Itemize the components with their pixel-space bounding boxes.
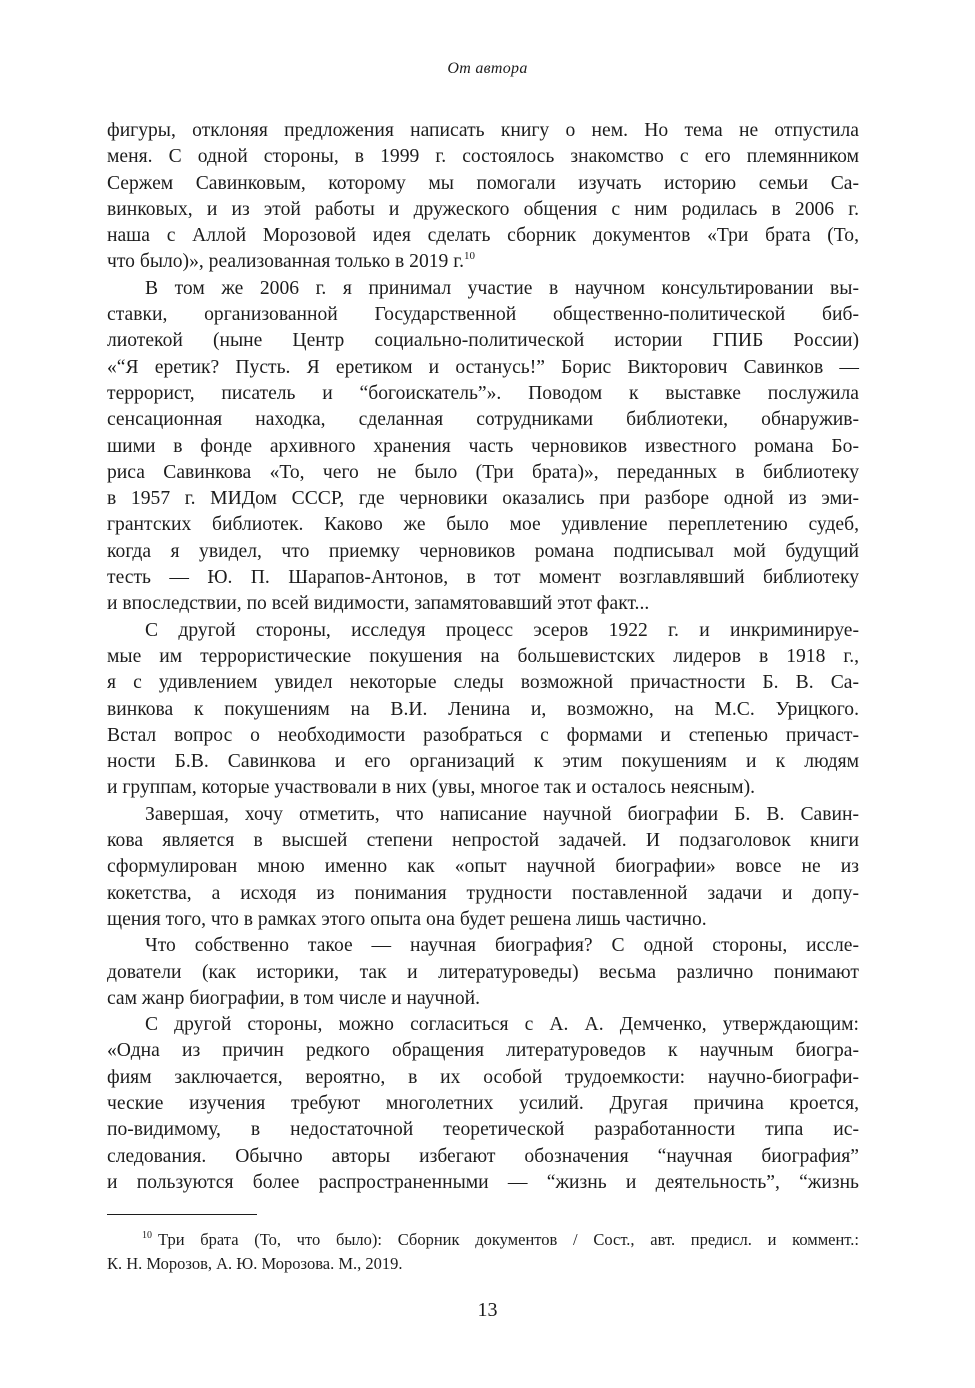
text-line: Встал вопрос о необходимости разобраться с формами и степенью причаст- [107, 724, 859, 746]
text-line: «“Я еретик? Пусть. Я еретиком и останусь!” Борис Викторович Савинков — [107, 356, 859, 378]
text-line: винкова к покушениям на В.И. Ленина и, возможно, на М.С. Урицкого. [107, 698, 859, 720]
text-line: и впоследствии, по всей видимости, запамятовавший этот факт... [107, 593, 650, 615]
text-line: сам жанр биографии, в том числе и научной. [107, 987, 481, 1009]
footnote-marker: 10 [142, 1230, 152, 1241]
running-head: От автора [447, 60, 528, 77]
text-line: грантских библиотек. Каково же было мое удивление переплетению судеб, [107, 514, 859, 536]
footnotes [107, 1228, 859, 1276]
footnote-text: Три брата (То, что было): Сборник документов / Сост., авт. предисл. и коммент.: [158, 1230, 859, 1249]
paragraph-start: С другой стороны, можно согласиться с А. А. Демченко, утверждающим: [145, 1014, 859, 1036]
text-line: сформулирован мною именно как «опыт научной биографии» вовсе не из [107, 856, 859, 878]
text-line: кова является в высшей степени непростой задачей. И подзаголовок книги [107, 830, 859, 852]
page-number: 13 [477, 1299, 498, 1321]
text-line: когда я увидел, что приемку черновиков романа подписывал мой будущий [107, 540, 859, 562]
footnote-line: К. Н. Морозов, А. Ю. Морозова. М., 2019. [107, 1254, 403, 1273]
text-line: и пользуются более распространенными — “жизнь и деятельность”, “жизнь [107, 1171, 859, 1193]
footnote-line [107, 1228, 859, 1252]
text-line: дователи (как историки, так и литературоведы) весьма различно понимают [107, 961, 859, 983]
footnote-reference[interactable]: 10 [463, 250, 475, 263]
text-line-content: что было)», реализованная только в 2019 г. [107, 251, 464, 273]
text-line: ности Б.В. Савинкова и его организаций к этим покушениям и к людям [107, 751, 859, 773]
text-line: сенсационная находка, сделанная сотрудниками библиотеки, обнаружив- [107, 409, 859, 431]
body-text [107, 118, 859, 1196]
text-line: ставки, организованной Государственной общественно-политической биб- [107, 304, 859, 326]
text-line: ческие изучения требуют многолетних усилий. Другая причина кроется, [107, 1092, 859, 1114]
text-line: винковых, и из этой работы и дружеского общения с ним родилась в 2006 г. [107, 198, 859, 220]
text-line: риса Савинкова «То, чего не было (Три брата)», переданных в библиотеку [107, 461, 859, 483]
text-line: кокетства, а исходя из понимания трудности поставленной задачи и допу- [107, 882, 859, 904]
text-line: Сержем Савинковым, которому мы помогали изучать историю семьи Са- [107, 172, 859, 194]
text-line: следования. Обычно авторы избегают обозначения “научная биография” [107, 1145, 859, 1167]
text-line [107, 249, 859, 275]
paragraph-start: Завершая, хочу отметить, что написание научной биографии Б. В. Савин- [145, 803, 859, 825]
text-line: я с удивлением увидел некоторые следы возможной причастности Б. В. Са- [107, 672, 859, 694]
text-line: террорист, писатель и “богоискатель”». Поводом к выставке послужила [107, 382, 859, 404]
text-line: наша с Аллой Морозовой идея сделать сборник документов «Три брата (То, [107, 225, 859, 247]
paragraph-start: Что собственно такое — научная биография? С одной стороны, иссле- [145, 935, 859, 957]
footnote-separator [107, 1214, 257, 1215]
paragraph-start: В том же 2006 г. я принимал участие в научном консультировании вы- [145, 277, 859, 299]
text-line: щения того, что в рамках этого опыта она будет решена лишь частично. [107, 908, 707, 930]
paragraph-start: С другой стороны, исследуя процесс эсеров 1922 г. и инкриминируе- [145, 619, 859, 641]
text-line: «Одна из причин редкого обращения литературоведов к научным биогра- [107, 1040, 859, 1062]
text-line: меня. С одной стороны, в 1999 г. состоялось знакомство с его племянником [107, 146, 859, 168]
text-line: и группам, которые участвовали в них (увы, многое так и осталось неясным). [107, 777, 756, 799]
text-line: фиям заключается, вероятно, в их особой трудоемкости: научно-биографи- [107, 1066, 859, 1088]
text-line: по-видимому, в недостаточной теоретической разработанности типа ис- [107, 1119, 859, 1141]
text-line: в 1957 г. МИДом СССР, где черновики оказались при разборе одной из эми- [107, 488, 859, 510]
text-line: шими в фонде архивного хранения часть черновиков известного романа Бо- [107, 435, 859, 457]
text-line: лиотекой (ныне Центр социально-политической истории ГПИБ России) [107, 330, 859, 352]
text-line: мые им террористические покушения на большевистских лидеров в 1918 г., [107, 645, 859, 667]
text-line: тесть — Ю. П. Шарапов-Антонов, в тот момент возглавлявший библиотеку [107, 567, 859, 589]
text-line: фигуры, отклоняя предложения написать книгу о нем. Но тема не отпустила [107, 120, 859, 141]
